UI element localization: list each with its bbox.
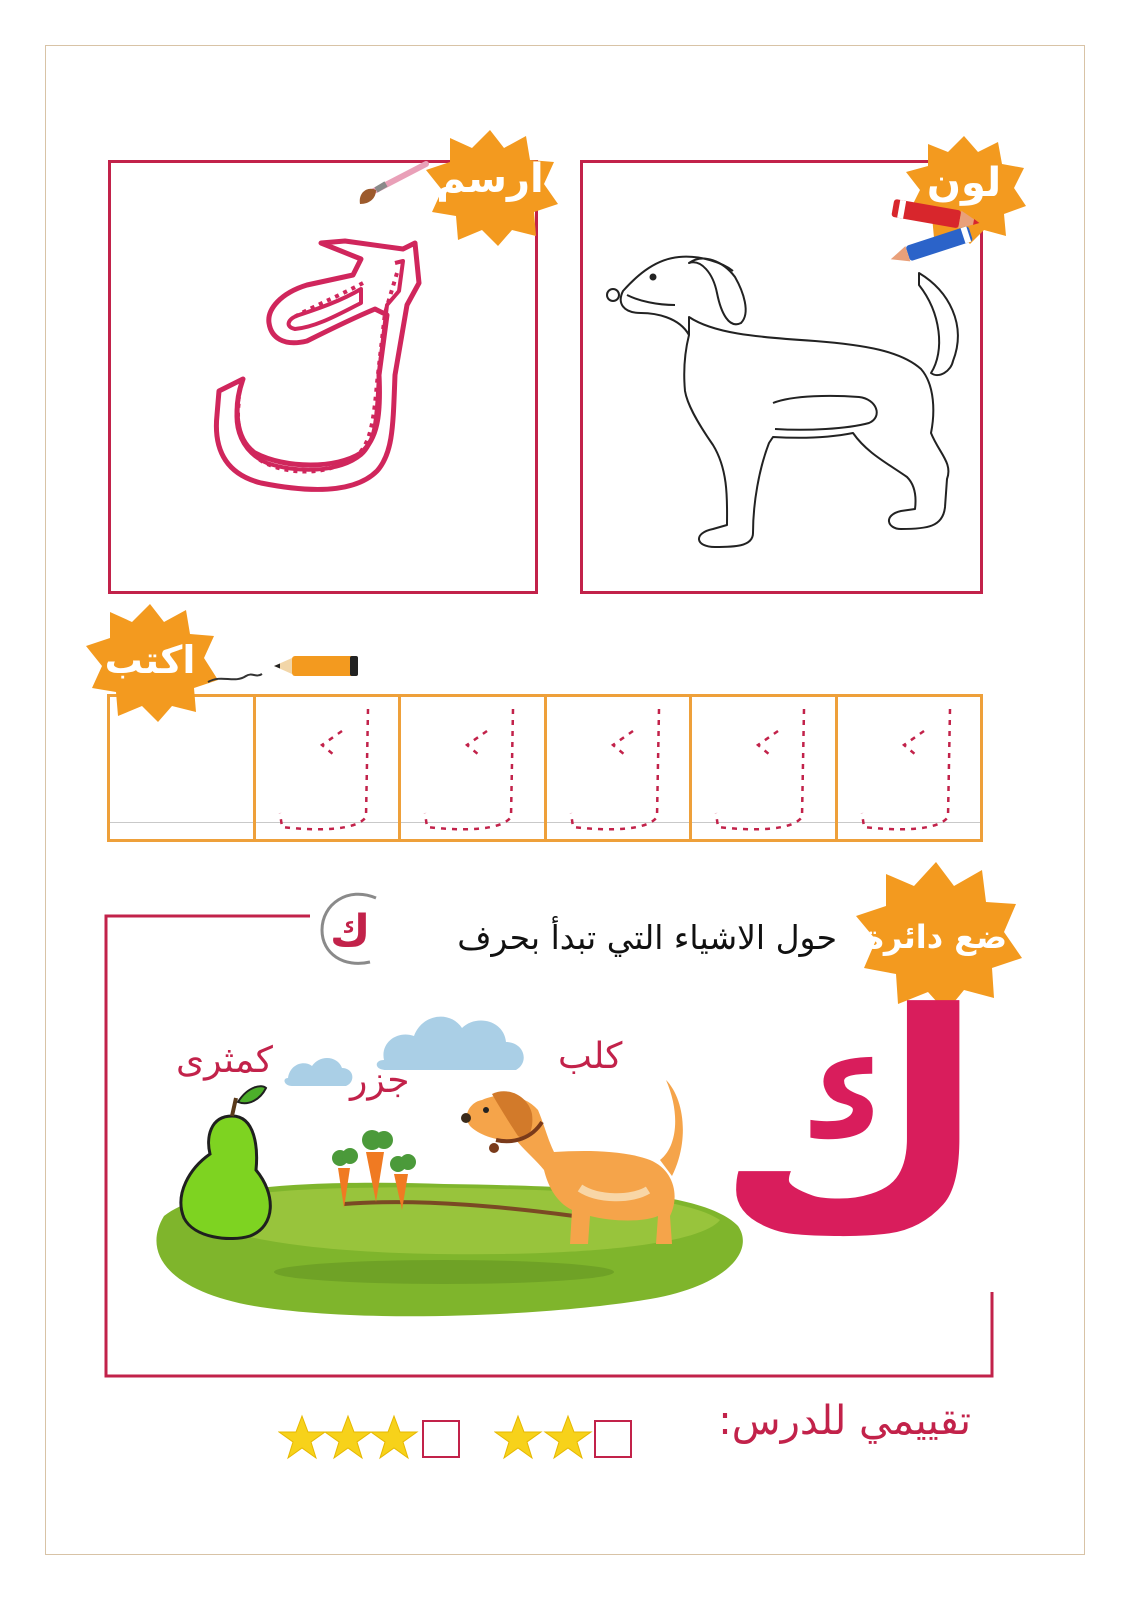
- draw-badge-label: ارسم: [436, 156, 544, 202]
- rating-checkbox-three-stars[interactable]: [422, 1420, 460, 1458]
- rating-label: تقييمي للدرس:: [718, 1398, 971, 1444]
- pencil-icon: [206, 648, 366, 688]
- write-badge-label: اكتب: [104, 638, 196, 682]
- rating-checkbox-two-stars[interactable]: [594, 1420, 632, 1458]
- word-carrots: جزر: [350, 1060, 410, 1101]
- trace-cell[interactable]: [398, 697, 544, 839]
- trace-cell[interactable]: [253, 697, 399, 839]
- big-letter: ك: [715, 950, 990, 1299]
- word-dog: كلب: [558, 1036, 623, 1077]
- dotted-letter-kaf: [256, 697, 396, 837]
- circle-badge-label: ضع دائرة: [864, 918, 1008, 956]
- circle-instruction: حول الاشياء التي تبدأ بحرف: [457, 918, 837, 957]
- dotted-letter-kaf: [838, 697, 978, 837]
- dotted-letter-kaf: [401, 697, 541, 837]
- word-pear: كمثرى: [176, 1040, 273, 1081]
- trace-cell[interactable]: [835, 697, 981, 839]
- dotted-letter-kaf: [547, 697, 687, 837]
- two-stars-icon: [494, 1414, 594, 1462]
- crayons-icon: [884, 196, 994, 262]
- circled-letter: ك: [330, 906, 371, 957]
- trace-cell[interactable]: [689, 697, 835, 839]
- dotted-letter-kaf: [692, 697, 832, 837]
- paintbrush-icon: [352, 156, 432, 210]
- trace-row: [107, 694, 983, 842]
- three-stars-icon: [278, 1414, 422, 1462]
- color-badge-label: لون: [926, 160, 1002, 206]
- trace-cell[interactable]: [544, 697, 690, 839]
